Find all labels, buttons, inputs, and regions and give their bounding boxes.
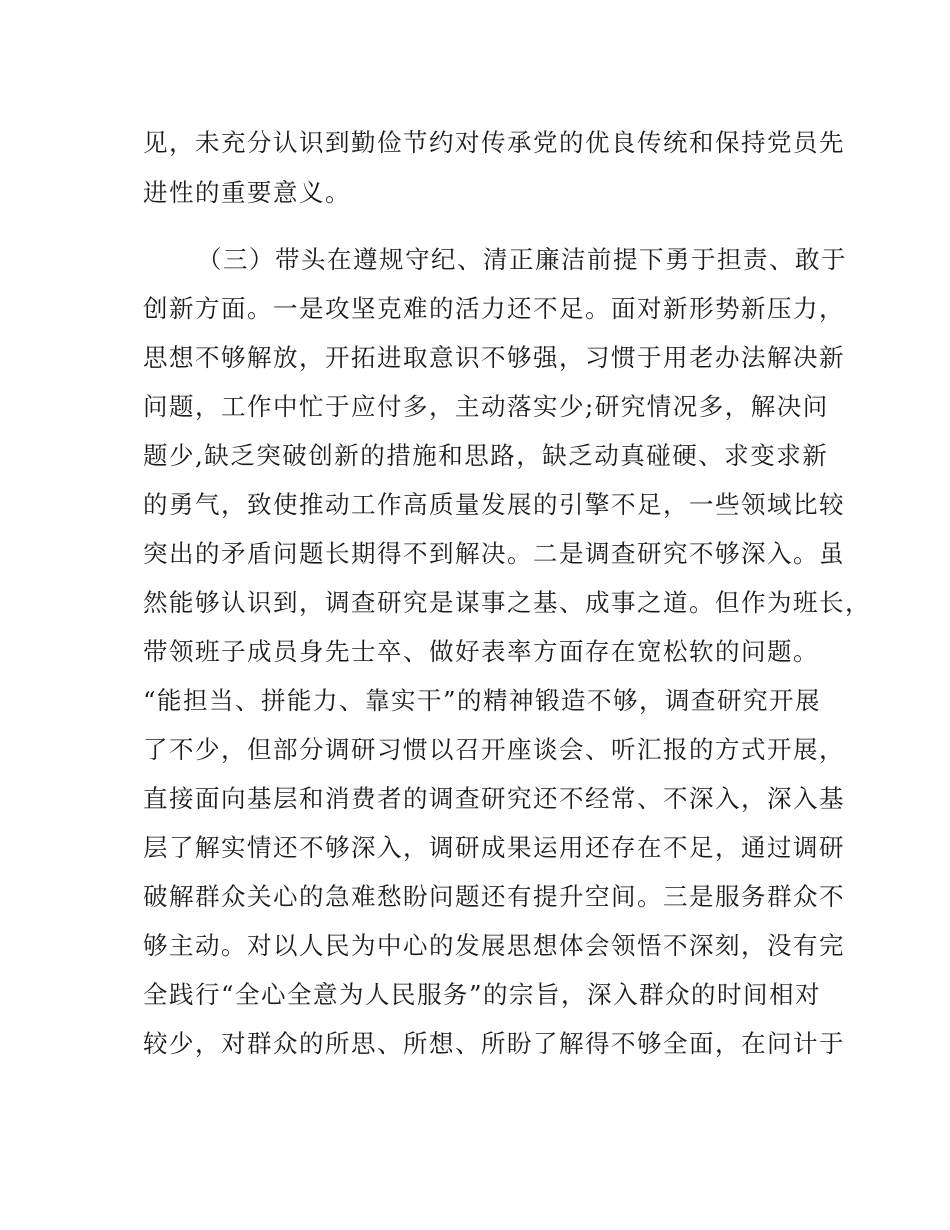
paragraph-2-line-9: 带领班子成员身先士卒、做好表率方面存在宽松软的问题。: [143, 637, 819, 666]
paragraph-2-line-13: 层了解实情还不够深入，调研成果运用还存在不足，通过调研: [143, 833, 845, 862]
paragraph-1-line-1: 见，未充分认识到勤俭节约对传承党的优良传统和保持党员先: [143, 128, 845, 157]
paragraph-2-line-5: 题少,缺乏突破创新的措施和思路，缺乏动真碰硬、求变求新: [143, 441, 829, 470]
paragraph-2-line-11: 了不少，但部分调研习惯以召开座谈会、听汇报的方式开展，: [143, 735, 845, 764]
paragraph-1-line-2: 进性的重要意义。: [143, 178, 351, 207]
paragraph-2-line-10: “能担当、拼能力、靠实干”的精神锻造不够，调查研究开展: [143, 686, 822, 715]
paragraph-2-line-12: 直接面向基层和消费者的调查研究还不经常、不深入，深入基: [143, 784, 845, 813]
paragraph-2-line-16: 全践行“全心全意为人民服务”的宗旨，深入群众的时间相对: [143, 980, 822, 1009]
paragraph-2-line-14: 破解群众关心的急难愁盼问题还有提升空间。三是服务群众不: [143, 882, 845, 911]
paragraph-2-line-2: 创新方面。一是攻坚克难的活力还不足。面对新形势新压力，: [143, 294, 845, 323]
paragraph-2-line-3: 思想不够解放，开拓进取意识不够强，习惯于用老办法解决新: [143, 343, 845, 372]
paragraph-2-line-17: 较少，对群众的所思、所想、所盼了解得不够全面，在问计于: [143, 1029, 845, 1058]
paragraph-2-line-4: 问题，工作中忙于应付多，主动落实少;研究情况多，解决问: [143, 392, 829, 421]
paragraph-2-line-7: 突出的矛盾问题长期得不到解决。二是调查研究不够深入。虽: [143, 539, 845, 568]
paragraph-2-line-15: 够主动。对以人民为中心的发展思想体会领悟不深刻，没有完: [143, 931, 845, 960]
paragraph-2-line-1: （三）带头在遵规守纪、清正廉洁前提下勇于担责、敢于: [197, 245, 847, 274]
paragraph-2-line-6: 的勇气，致使推动工作高质量发展的引擎不足，一些领域比较: [143, 490, 845, 519]
paragraph-2-line-8: 然能够认识到，调查研究是谋事之基、成事之道。但作为班长，: [143, 588, 871, 617]
